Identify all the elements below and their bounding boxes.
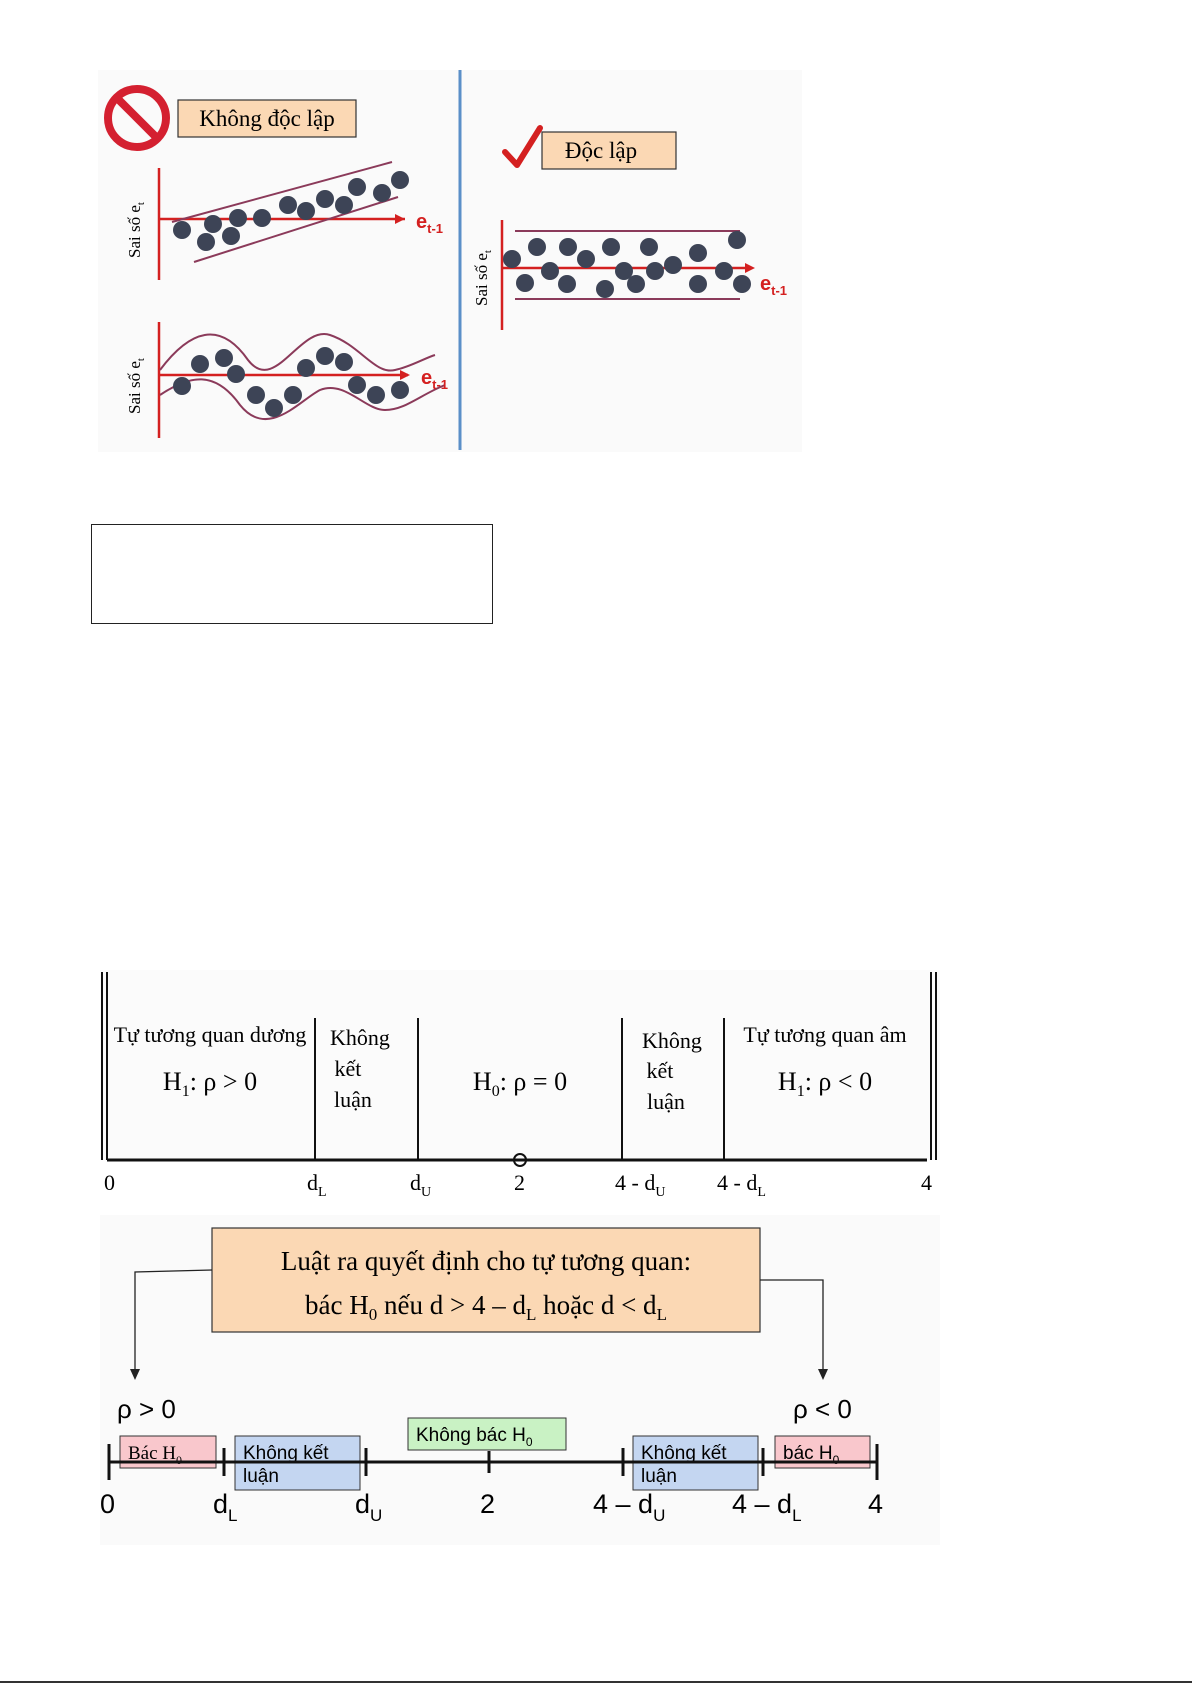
inconclusive-left-l2: kết — [334, 1056, 362, 1081]
svg-text:Sai số et: Sai số $e_t$ — [125, 358, 147, 414]
tick-4-dl: $4 - d_L$ — [732, 1489, 802, 1525]
svg-text:Sai số et: Sai số $e_t$ — [472, 250, 494, 306]
dw-ticks — [104, 1170, 932, 1200]
rho-positive: ρ > 0 — [117, 1394, 176, 1424]
tick-2: 2 — [514, 1170, 525, 1195]
inconclusive-left-l3: luận — [334, 1087, 372, 1112]
inconclusive-left-l2: luận — [243, 1466, 279, 1487]
y-axis-label — [472, 250, 494, 306]
x-axis-label: $e_{t-1}$ — [416, 211, 444, 236]
tick-4-du: $4 - d_U$ — [593, 1489, 666, 1525]
pos-h1: $H_1$: ρ > 0 — [162, 1067, 258, 1100]
pos-autocorr-title: Tự tương quan dương — [113, 1022, 307, 1047]
tick-dl: $d_L$ — [307, 1170, 327, 1200]
inconclusive-right-l2: luận — [641, 1466, 677, 1487]
tick-2: 2 — [480, 1489, 496, 1519]
rho-negative: ρ < 0 — [793, 1394, 852, 1424]
figure-background — [100, 970, 940, 1160]
inconclusive-right-l1: Không kết — [641, 1443, 727, 1464]
tick-4-du: $4 - d_U$ — [615, 1170, 666, 1200]
tick-0: 0 — [100, 1489, 116, 1519]
x-axis-label: $e_{t-1}$ — [421, 367, 449, 392]
tick-0: 0 — [104, 1170, 115, 1195]
decision-rule-figure — [0, 1210, 960, 1550]
h0-null: $H_0$: ρ = 0 — [472, 1067, 568, 1100]
empty-text-box — [91, 524, 493, 624]
residual-scatter-figure — [0, 0, 820, 460]
dw-regions-figure — [0, 960, 960, 1210]
tick-du: $d_U$ — [355, 1489, 383, 1525]
inconclusive-left-l1: Không kết — [243, 1443, 329, 1464]
inconclusive-right-l3: luận — [647, 1089, 685, 1114]
accept-label: Không bác $H_0$ — [416, 1425, 533, 1449]
y-axis-label — [125, 358, 147, 414]
decision-rule-line1: Luật ra quyết định cho tự tương quan: — [280, 1246, 692, 1276]
tick-du: $d_U$ — [410, 1170, 432, 1200]
tick-dl: $d_L$ — [213, 1489, 238, 1525]
tick-4: 4 — [868, 1489, 884, 1519]
inconclusive-right-l2: kết — [646, 1058, 674, 1083]
svg-text:Sai số et: Sai số $e_t$ — [125, 202, 147, 258]
y-axis-label — [125, 202, 147, 258]
inconclusive-right-l1: Không — [642, 1028, 702, 1053]
not-independent-label: Không độc lập — [199, 106, 335, 131]
x-axis-label: $e_{t-1}$ — [760, 273, 788, 298]
tick-4-dl: $4 - d_L$ — [717, 1170, 766, 1200]
footer-rule — [0, 1681, 1192, 1683]
neg-h1: $H_1$: ρ < 0 — [777, 1067, 873, 1100]
decision-rule-line2: bác $H_0$ nếu $d > 4 - d_L$ hoặc $d < d_L$ — [305, 1290, 667, 1324]
reject-left-label: Bác $H_0$ — [128, 1443, 183, 1467]
reject-right-label: bác $H_0$ — [783, 1443, 840, 1467]
independent-label: Độc lập — [564, 138, 638, 163]
tick-4: 4 — [921, 1170, 932, 1195]
neg-autocorr-title: Tự tương quan âm — [743, 1022, 907, 1047]
inconclusive-left-l1: Không — [330, 1025, 390, 1050]
